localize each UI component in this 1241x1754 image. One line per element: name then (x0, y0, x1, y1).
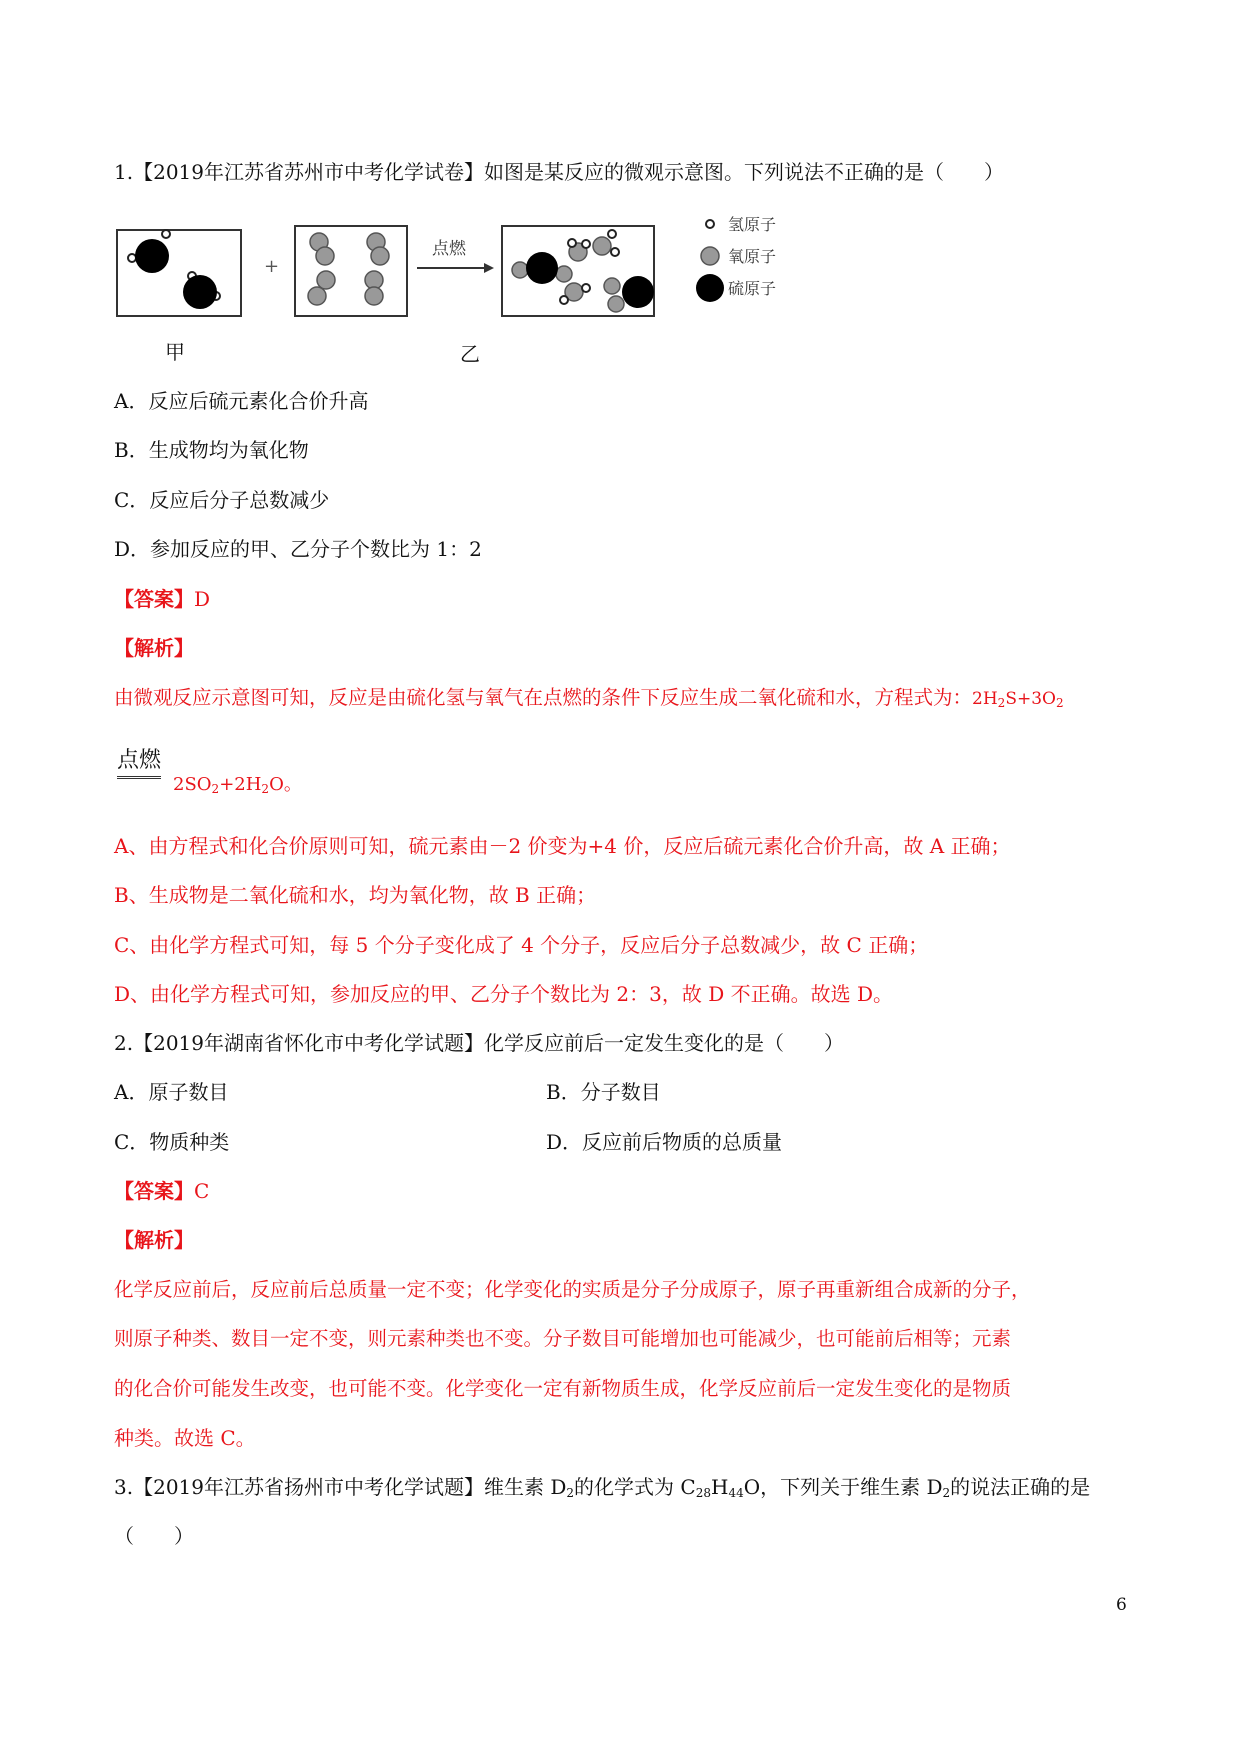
o2-molecules (308, 233, 389, 305)
h2s-molecule-1 (128, 230, 170, 273)
q2-analysis-label: 【解析】 (114, 1228, 194, 1252)
page-number: 6 (1116, 1595, 1127, 1615)
equation-condition: 点燃 (117, 748, 161, 779)
q1-analysis-b: B、生成物是二氧化硫和水，均为氧化物，故 B 正确； (114, 883, 597, 907)
q1-analysis-intro: 由微观反应示意图可知，反应是由硫化氢与氧气在点燃的条件下反应生成二氧化硫和水，方程式为：$2H_2S+3O_2$ (114, 686, 1064, 710)
q1-answer-label: 【答案】 (114, 587, 194, 611)
q1-answer-value: D (194, 587, 211, 611)
q2-answer (114, 1177, 209, 1205)
label-yi: 乙 (460, 342, 480, 366)
q2-option-d: D．反应前后物质的总质量 (546, 1130, 783, 1154)
plus-sign: + (264, 256, 280, 277)
q2-stem: 化学反应前后一定发生变化的是（ ） (484, 1031, 844, 1055)
q1-option-c: C．反应后分子总数减少 (114, 488, 330, 512)
q2-option-c: C．物质种类 (114, 1130, 230, 1154)
q1-answer (114, 585, 210, 613)
q2-analysis-line-2: 则原子种类、数目一定不变，则元素种类也不变。分子数目可能增加也可能减少，也可能前后相等；元素 (114, 1327, 1012, 1350)
q1-analysis-label: 【解析】 (114, 636, 194, 660)
reaction-equation (117, 748, 302, 796)
q1-option-b: B．生成物均为氧化物 (114, 438, 309, 462)
q1-option-a: A．反应后硫元素化合价升高 (114, 389, 369, 413)
arrow-label: 点燃 (432, 239, 466, 259)
legend-hydrogen: 氢原子 (728, 216, 777, 234)
q1-number: 1. (114, 160, 134, 184)
reactant-box-1 (117, 230, 241, 316)
q2-analysis-line-3: 的化合价可能发生改变，也可能不变。化学变化一定有新物质生成，化学反应前后一定发生变化的是物质 (114, 1377, 1012, 1400)
q1-stem-line (114, 158, 1004, 186)
q1-analysis-d: D、由化学方程式可知，参加反应的甲、乙分子个数比为 2：3，故 D 不正确。故选 D。 (114, 982, 893, 1006)
q1-analysis-c: C、由化学方程式可知，每 5 个分子变化成了 4 个分子，反应后分子总数减少，故 C 正确； (114, 933, 929, 957)
q1-analysis-a: A、由方程式和化合价原则可知，硫元素由－2 价变为+4 价，反应后硫元素化合价升高，故 A 正确； (114, 834, 1011, 858)
legend-oxygen: 氧原子 (728, 247, 777, 266)
q2-answer-label: 【答案】 (114, 1179, 194, 1203)
q2-source: 【2019年湖南省怀化市中考化学试题】 (133, 1031, 484, 1055)
q1-stem: 如图是某反应的微观示意图。下列说法不正确的是（ ） (484, 160, 1004, 184)
h2s-molecule-2 (183, 272, 220, 309)
label-jia: 甲 (165, 340, 185, 364)
q2-option-a: A．原子数目 (114, 1080, 229, 1104)
q3-stem-line: 3.【2019年江苏省扬州市中考化学试题】维生素 $D_2$的化学式为 $C_{28}H_{44}O$，下列关于维生素 $D_2$的说法正确的是 (114, 1475, 1091, 1500)
q1-source: 【2019年江苏省苏州市中考化学试卷】 (133, 160, 484, 184)
q2-option-b: B．分子数目 (546, 1080, 661, 1104)
q3-paren: （ ） (114, 1524, 194, 1548)
q1-option-d: D．参加反应的甲、乙分子个数比为 1：2 (114, 537, 482, 561)
q2-answer-value: C (194, 1179, 210, 1203)
equation-products: $2SO_2+2H_2O$。 (173, 774, 302, 796)
q2-analysis-line-4: 种类。故选 C。 (114, 1426, 256, 1450)
q2-stem-line (114, 1029, 844, 1057)
so2-molecule-1 (512, 252, 572, 284)
q2-analysis-line-1: 化学反应前后，反应前后总质量一定不变；化学变化的实质是分子分成原子，原子再重新组合成新的分子， (114, 1278, 1031, 1301)
q3-source: 【2019年江苏省扬州市中考化学试题】 (133, 1475, 484, 1499)
reaction-diagram (112, 216, 832, 320)
q3-number: 3. (114, 1475, 134, 1499)
q2-number: 2. (114, 1031, 134, 1055)
legend-sulfur: 硫原子 (728, 279, 777, 298)
so2-molecule-2 (604, 276, 654, 312)
